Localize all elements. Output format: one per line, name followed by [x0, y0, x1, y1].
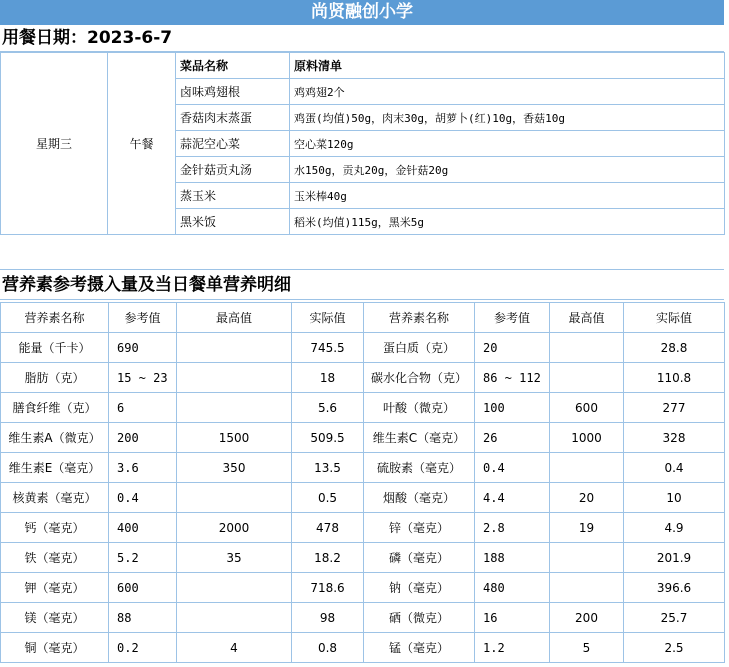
max-value[interactable] [177, 573, 292, 603]
actual-value[interactable]: 0.8 [292, 633, 364, 663]
max-value[interactable]: 5 [550, 633, 624, 663]
max-value[interactable]: 1500 [177, 423, 292, 453]
reference-value[interactable]: 0.2 [109, 633, 177, 663]
actual-value[interactable]: 478 [292, 513, 364, 543]
nutrient-name[interactable]: 维生素E（毫克） [1, 453, 109, 483]
actual-value[interactable]: 18 [292, 363, 364, 393]
reference-value[interactable]: 100 [475, 393, 550, 423]
nutrition-section-title: 营养素参考摄入量及当日餐单营养明细 [0, 270, 724, 300]
nutrient-name[interactable]: 硫胺素（毫克） [364, 453, 475, 483]
table-row [1, 603, 725, 633]
max-value[interactable]: 200 [550, 603, 624, 633]
reference-value[interactable]: 600 [109, 573, 177, 603]
reference-value[interactable]: 480 [475, 573, 550, 603]
nutrient-name[interactable]: 锌（毫克） [364, 513, 475, 543]
actual-value[interactable]: 28.8 [624, 333, 725, 363]
meal-type-cell[interactable]: 午餐 [108, 53, 176, 235]
max-value[interactable] [550, 573, 624, 603]
nutrient-name[interactable]: 钾（毫克） [1, 573, 109, 603]
max-value[interactable]: 600 [550, 393, 624, 423]
nutrition-table [0, 302, 725, 663]
nutrition-header-row [1, 303, 725, 333]
actual-value[interactable]: 277 [624, 393, 725, 423]
nutrient-name[interactable]: 蛋白质（克） [364, 333, 475, 363]
actual-value[interactable]: 18.2 [292, 543, 364, 573]
dish-name[interactable]: 蒸玉米 [176, 183, 290, 209]
actual-value[interactable]: 328 [624, 423, 725, 453]
dish-name[interactable]: 香菇肉末蒸蛋 [176, 105, 290, 131]
max-value[interactable] [177, 603, 292, 633]
table-row [1, 513, 725, 543]
actual-value[interactable]: 4.9 [624, 513, 725, 543]
dish-name[interactable]: 蒜泥空心菜 [176, 131, 290, 157]
dish-ingredients[interactable]: 水150g，贡丸20g，金针菇20g [290, 157, 725, 183]
max-value[interactable]: 20 [550, 483, 624, 513]
max-value[interactable]: 35 [177, 543, 292, 573]
actual-value[interactable]: 98 [292, 603, 364, 633]
max-value[interactable] [550, 453, 624, 483]
reference-value[interactable]: 690 [109, 333, 177, 363]
actual-value[interactable]: 25.7 [624, 603, 725, 633]
reference-value[interactable]: 20 [475, 333, 550, 363]
actual-value[interactable]: 5.6 [292, 393, 364, 423]
nutrient-name[interactable]: 烟酸（毫克） [364, 483, 475, 513]
nutrient-name[interactable]: 叶酸（微克） [364, 393, 475, 423]
table-row [1, 333, 725, 363]
column-header[interactable]: 营养素名称 [364, 303, 475, 333]
nutrient-name[interactable]: 维生素A（微克） [1, 423, 109, 453]
max-value[interactable] [177, 363, 292, 393]
table-row [1, 633, 725, 663]
table-row [1, 453, 725, 483]
max-value[interactable] [550, 333, 624, 363]
reference-value[interactable]: 5.2 [109, 543, 177, 573]
table-row [1, 573, 725, 603]
table-row [1, 543, 725, 573]
reference-value[interactable]: 400 [109, 513, 177, 543]
meal-date: 用餐日期：2023-6-7 [0, 25, 724, 52]
table-row [1, 363, 725, 393]
actual-value[interactable]: 509.5 [292, 423, 364, 453]
dish-name[interactable]: 卤味鸡翅根 [176, 79, 290, 105]
dish-ingredients[interactable]: 玉米棒40g [290, 183, 725, 209]
nutrient-name[interactable]: 维生素C（毫克） [364, 423, 475, 453]
reference-value[interactable]: 0.4 [475, 453, 550, 483]
actual-value[interactable]: 745.5 [292, 333, 364, 363]
actual-value[interactable]: 0.4 [624, 453, 725, 483]
weekday-cell[interactable]: 星期三 [1, 53, 108, 235]
dish-ingredients[interactable]: 鸡鸡翅2个 [290, 79, 725, 105]
actual-value[interactable]: 0.5 [292, 483, 364, 513]
nutrient-name[interactable]: 膳食纤维（克） [1, 393, 109, 423]
dish-name[interactable]: 黑米饭 [176, 209, 290, 235]
max-value[interactable] [550, 543, 624, 573]
max-value[interactable]: 1000 [550, 423, 624, 453]
max-value[interactable]: 4 [177, 633, 292, 663]
actual-value[interactable]: 110.8 [624, 363, 725, 393]
nutrient-name[interactable]: 铁（毫克） [1, 543, 109, 573]
actual-value[interactable]: 396.6 [624, 573, 725, 603]
max-value[interactable] [177, 483, 292, 513]
nutrient-name[interactable]: 镁（毫克） [1, 603, 109, 633]
dish-ingredients[interactable]: 鸡蛋(均值)50g，肉末30g，胡萝卜(红)10g，香菇10g [290, 105, 725, 131]
table-row [1, 393, 725, 423]
nutrient-name[interactable]: 能量（千卡） [1, 333, 109, 363]
reference-value[interactable]: 4.4 [475, 483, 550, 513]
reference-value[interactable]: 26 [475, 423, 550, 453]
nutrient-name[interactable]: 磷（毫克） [364, 543, 475, 573]
max-value[interactable] [177, 333, 292, 363]
actual-value[interactable]: 718.6 [292, 573, 364, 603]
dish-ingredients[interactable]: 稻米(均值)115g，黑米5g [290, 209, 725, 235]
column-header[interactable]: 营养素名称 [1, 303, 109, 333]
nutrient-name[interactable]: 脂肪（克） [1, 363, 109, 393]
reference-value[interactable]: 200 [109, 423, 177, 453]
reference-value[interactable]: 88 [109, 603, 177, 633]
max-value[interactable]: 19 [550, 513, 624, 543]
max-value[interactable] [550, 363, 624, 393]
school-title: 尚贤融创小学 [0, 0, 724, 25]
reference-value[interactable]: 188 [475, 543, 550, 573]
dish-ingredients[interactable]: 空心菜120g [290, 131, 725, 157]
nutrient-name[interactable]: 钙（毫克） [1, 513, 109, 543]
table-row [1, 423, 725, 453]
column-header[interactable]: 最高值 [550, 303, 624, 333]
nutrient-name[interactable]: 硒（微克） [364, 603, 475, 633]
actual-value[interactable]: 10 [624, 483, 725, 513]
nutrient-name[interactable]: 核黄素（毫克） [1, 483, 109, 513]
reference-value[interactable]: 2.8 [475, 513, 550, 543]
ingredients-header[interactable]: 原料清单 [290, 53, 725, 79]
actual-value[interactable]: 13.5 [292, 453, 364, 483]
nutrient-name[interactable]: 碳水化合物（克） [364, 363, 475, 393]
menu-table [0, 52, 725, 235]
max-value[interactable]: 350 [177, 453, 292, 483]
max-value[interactable] [177, 393, 292, 423]
column-header[interactable]: 参考值 [475, 303, 550, 333]
nutrient-name[interactable]: 铜（毫克） [1, 633, 109, 663]
nutrient-name[interactable]: 钠（毫克） [364, 573, 475, 603]
nutrient-name[interactable]: 锰（毫克） [364, 633, 475, 663]
reference-value[interactable]: 6 [109, 393, 177, 423]
reference-value[interactable]: 1.2 [475, 633, 550, 663]
reference-value[interactable]: 86 ~ 112 [475, 363, 550, 393]
dish-name[interactable]: 金针菇贡丸汤 [176, 157, 290, 183]
column-header[interactable]: 实际值 [292, 303, 364, 333]
max-value[interactable]: 2000 [177, 513, 292, 543]
spacer-row [0, 242, 724, 270]
actual-value[interactable]: 201.9 [624, 543, 725, 573]
reference-value[interactable]: 15 ~ 23 [109, 363, 177, 393]
column-header[interactable]: 参考值 [109, 303, 177, 333]
actual-value[interactable]: 2.5 [624, 633, 725, 663]
table-row [1, 483, 725, 513]
reference-value[interactable]: 3.6 [109, 453, 177, 483]
reference-value[interactable]: 16 [475, 603, 550, 633]
reference-value[interactable]: 0.4 [109, 483, 177, 513]
column-header[interactable]: 实际值 [624, 303, 725, 333]
dish-header[interactable]: 菜品名称 [176, 53, 290, 79]
column-header[interactable]: 最高值 [177, 303, 292, 333]
